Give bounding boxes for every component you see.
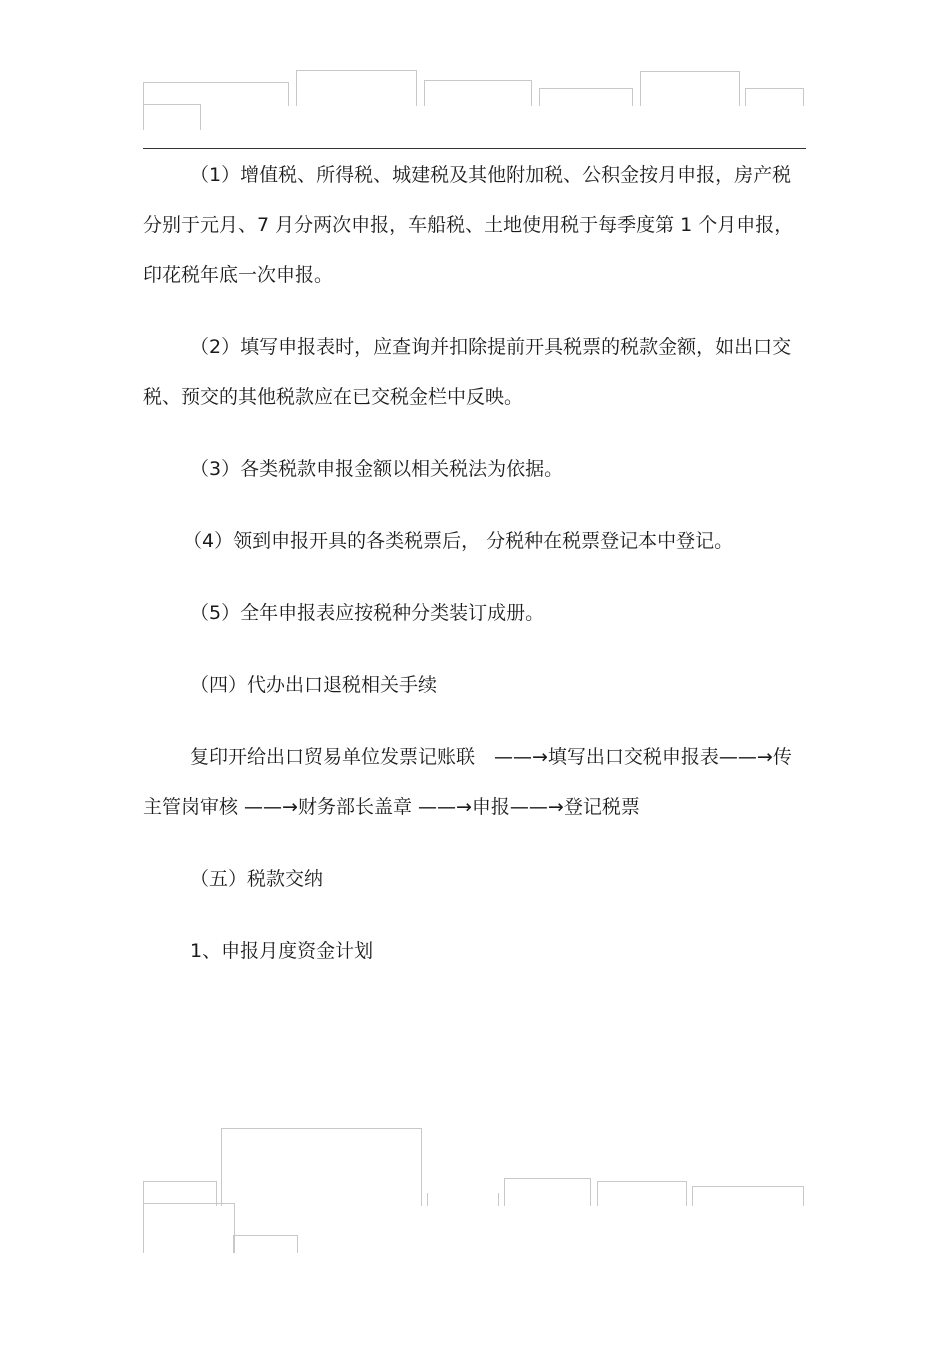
- footer-decoration: [233, 1235, 298, 1253]
- footer-decoration: [504, 1178, 591, 1206]
- header-decoration: [539, 88, 633, 106]
- section-heading-5: （五）税款交纳: [190, 868, 324, 890]
- header-decoration: [143, 82, 289, 106]
- paragraph-3: （3）各类税款申报金额以相关税法为依据。: [190, 458, 564, 480]
- footer-decoration: [692, 1186, 804, 1206]
- paragraph-2: （2）填写申报表时，应查询并扣除提前开具税票的税款金额，如出口交税、预交的其他税款应在已交税金栏中反映。: [143, 336, 792, 408]
- footer-decoration: [143, 1203, 235, 1253]
- section-heading-4: （四）代办出口退税相关手续: [190, 674, 438, 696]
- footer-decoration: [221, 1128, 422, 1206]
- paragraph-1: （1）增值税、所得税、城建税及其他附加税、公积金按月申报，房产税分别于元月、7 月分两次申报，车船税、土地使用税于每季度第 1 个月申报，印花税年底一次申报。: [143, 164, 794, 286]
- footer-decoration: [498, 1193, 503, 1206]
- paragraph-4: （4）领到申报开具的各类税票后， 分税种在税票登记本中登记。: [183, 530, 734, 552]
- header-decoration: [143, 104, 201, 130]
- footer-decoration: [427, 1193, 432, 1206]
- header-decoration: [424, 80, 532, 106]
- paragraph-5: （5）全年申报表应按税种分类装订成册。: [190, 602, 545, 624]
- header-decoration: [640, 71, 740, 106]
- header-decoration: [745, 88, 804, 106]
- header-rule: [143, 148, 806, 149]
- item-heading-1: 1、申报月度资金计划: [190, 940, 374, 962]
- document-body: [143, 150, 806, 976]
- header-decoration: [296, 70, 417, 106]
- process-flow: 复印开给出口贸易单位发票记账联 ——→填写出口交税申报表——→传主管岗审核 ——→财务部长盖章 ——→申报——→登记税票: [143, 746, 792, 818]
- footer-decoration: [597, 1181, 687, 1206]
